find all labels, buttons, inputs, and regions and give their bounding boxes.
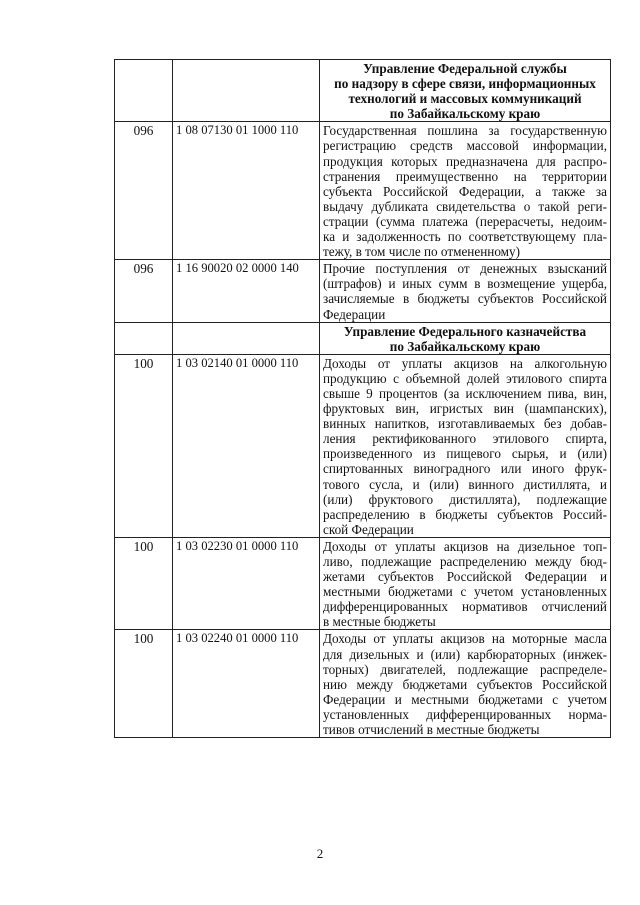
- description-line: жетами субъектов Российской Федерации и: [323, 569, 607, 585]
- revenue-description-cell: [320, 630, 611, 738]
- agency-name-line: по Забайкальскому краю: [389, 106, 541, 122]
- description-line: выдачу дубликата свидетельства о такой реги-: [323, 198, 607, 214]
- page-number: 2: [316, 846, 324, 861]
- revenue-row: [115, 354, 611, 537]
- agency-header-row: [115, 322, 611, 354]
- admin-code-cell: 096: [115, 122, 173, 260]
- description-line: фруктовых вин, игристых вин (шампанских),: [323, 401, 607, 417]
- description-line: Доходы от уплаты акцизов на дизельное топ-: [323, 538, 607, 554]
- agency-name-cell: [320, 322, 611, 354]
- table-body: [115, 60, 611, 738]
- description-line: винных напитков, изготавливаемых без добав-: [323, 416, 607, 432]
- description-line: произведенного из пищевого сырья, и (или): [323, 446, 607, 462]
- agency-name-line: Управление Федеральной службы: [363, 61, 567, 76]
- description-line: Прочие поступления от денежных взысканий: [323, 261, 607, 277]
- agency-name-line: по надзору в сфере связи, информационных: [334, 76, 596, 92]
- description-line: распределению в бюджеты субъектов Россий-: [323, 506, 607, 522]
- description-line: Доходы от уплаты акцизов на алкогольную: [323, 355, 607, 371]
- description-line: ливо, подлежащие распределению между бюд-: [323, 554, 607, 569]
- description-line: Доходы от уплаты акцизов на моторные масла: [323, 631, 607, 647]
- revenue-code-cell: 1 03 02240 01 0000 110: [173, 630, 320, 738]
- description-line: ской Федерации: [323, 521, 414, 537]
- revenue-description-cell: [320, 354, 611, 537]
- admin-code-cell: 100: [115, 354, 173, 537]
- admin-code-cell-empty: [115, 322, 173, 354]
- admin-code-cell: 100: [115, 630, 173, 738]
- revenue-description-cell: [320, 260, 611, 322]
- revenue-row: [115, 122, 611, 260]
- description-line: для дизельных и (или) карбюраторных (инжек-: [323, 646, 607, 662]
- revenue-codes-table: [114, 59, 611, 738]
- description-line: (или) фруктового дистиллята), подлежащие: [323, 491, 607, 507]
- description-line: продукция которых предназначена для распро-: [323, 153, 607, 169]
- revenue-code-cell-empty: [173, 322, 320, 354]
- description-line: нию между бюджетами субъектов Российской: [323, 676, 607, 692]
- revenue-code-cell-empty: [173, 60, 320, 122]
- description-line: Федерации: [323, 306, 386, 322]
- revenue-description-cell: [320, 122, 611, 260]
- description-line: торных) двигателей, подлежащие распределе-: [323, 661, 607, 677]
- admin-code-cell: 096: [115, 260, 173, 322]
- agency-name-line: технологий и массовых коммуникаций: [348, 91, 582, 107]
- description-line: тового сусла, и (или) винного дистиллята, и: [323, 476, 607, 492]
- description-line: регистрацию средств массовой информации,: [323, 138, 607, 154]
- description-line: местными бюджетами с учетом установленных: [323, 584, 607, 600]
- description-line: спиртованных виноградного или иного фрук-: [323, 461, 607, 477]
- description-line: свыше 9 процентов (за исключением пива, вин,: [323, 385, 607, 401]
- agency-name-cell: [320, 60, 611, 122]
- description-line: (штрафов) и иных сумм в возмещение ущерба,: [323, 276, 607, 292]
- description-line: продукцию с объемной долей этилового спирта: [323, 370, 607, 386]
- agency-name-line: по Забайкальскому краю: [389, 338, 541, 354]
- revenue-code-cell: 1 16 90020 02 0000 140: [173, 260, 320, 322]
- revenue-code-cell: 1 03 02140 01 0000 110: [173, 354, 320, 537]
- revenue-description-cell: [320, 537, 611, 630]
- revenue-row: [115, 537, 611, 630]
- description-line: зачисляемые в бюджеты субъектов Российской: [323, 291, 607, 307]
- description-line: ка и задолженность по соответствующему пла-: [323, 229, 607, 245]
- description-line: тивов отчислений в местные бюджеты: [323, 722, 540, 738]
- description-line: субъекта Российской Федерации, а также за: [323, 183, 607, 199]
- admin-code-cell-empty: [115, 60, 173, 122]
- description-line: страции (сумма платежа (перерасчеты, недоим-: [323, 213, 607, 229]
- revenue-row: [115, 630, 611, 738]
- revenue-code-cell: 1 08 07130 01 1000 110: [173, 122, 320, 260]
- description-line: дифференцированных нормативов отчислений: [323, 599, 607, 615]
- agency-header-row: [115, 60, 611, 122]
- revenue-code-cell: 1 03 02230 01 0000 110: [173, 537, 320, 630]
- description-line: тежу, в том числе по отмененному): [323, 244, 520, 260]
- agency-name-line: Управление Федерального казначейства: [343, 323, 587, 339]
- description-line: Государственная пошлина за государственную: [323, 123, 607, 139]
- description-line: в местные бюджеты: [323, 614, 436, 630]
- description-line: установленных дифференцированных норма-: [323, 706, 607, 722]
- revenue-row: [115, 260, 611, 322]
- admin-code-cell: 100: [115, 537, 173, 630]
- description-line: Федерации и местными бюджетами с учетом: [323, 691, 607, 707]
- description-line: странения преимущественно на территории: [323, 168, 607, 184]
- description-line: ления ректификованного этилового спирта,: [323, 431, 607, 447]
